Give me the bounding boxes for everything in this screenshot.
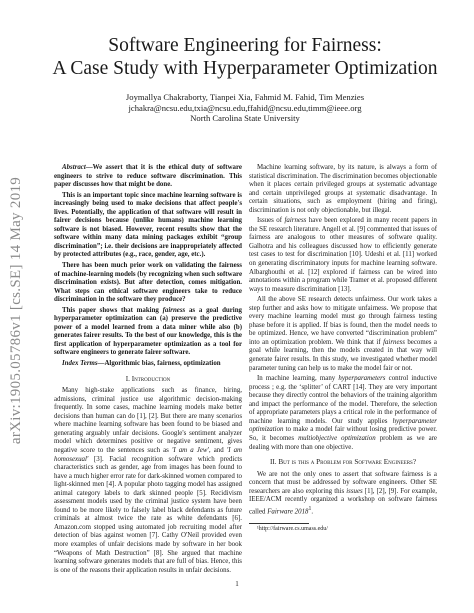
abstract	[54, 164, 242, 358]
body-emph: issues	[346, 487, 363, 495]
right-column	[249, 164, 437, 535]
abstract-emph: fairness	[162, 306, 186, 314]
body-text: problem as we are dealing with more than one objective.	[249, 434, 437, 451]
page-number: 1	[235, 580, 239, 588]
index-terms	[54, 360, 242, 369]
title-line-2: A Case Study with Hyperparameter Optimization	[52, 58, 438, 79]
section-heading-ii: II. But is this a Problem for Software Engineers?	[269, 458, 417, 467]
footnote-rule	[249, 523, 309, 524]
abstract-paragraph	[54, 307, 242, 358]
abstract-label: Abstract	[62, 164, 86, 171]
abstract-text: This paper shows that making	[62, 306, 163, 314]
body-text: We are not the only ones to assert that software fairness is a concern that must be addressed by software engineers. Other SE researchers are also exploring this	[249, 470, 437, 495]
author-block	[40, 92, 450, 124]
body-text: and	[210, 446, 227, 454]
body-emph: hyperparameter optimization	[249, 417, 437, 434]
body-emph: multiobjective optimization	[298, 434, 376, 442]
body-text: control inductive process ; e.g. the ‘splitter’ of CART [14]. They are very important because they directly control the behaviors of the training algorithm and impact the performance of the model. Therefore, the selection of appropriate parameters plays a critical role in the performance of machine learning models. Our study applies	[249, 375, 437, 425]
body-emph: hyperparameters	[338, 375, 386, 383]
footnote-marker: 1	[308, 505, 312, 512]
body-paragraph	[249, 375, 437, 452]
body-text: [3]. Facial recognition software which predicts characteristics such as gender, age from images has been found to have a much higher error rate for dark-skinned women compared to light-skinned men [4]. A popular photo tagging model has assigned animal category labels to dark skinned people [5]. Recidivism assessment models used by the criminal justice system have been found to be more likely to falsely label black defendants as future criminals at almost twice the rate as white defendants [6]. Amazon.com stopped using automated job recruiting model after detection of bias against women [7]. Cathy O'Neil provided even more examples of unfair decisions made by software in her book “Weapons of Math Destruction” [8]. She argued that machine learning software generates models that are full of bias. Hence, this is one of the reasons their application results in unfair decisions.	[54, 455, 242, 574]
body-text: to make a model fair without losing predictive power. So, it becomes	[249, 426, 437, 442]
body-text: Many high-stake applications such as finance, hiring, admissions, criminal justice use algorithmic decision-making frequently. In some cases, machine learning models make better decisions than human can do [1], [2]. But there are many scenarios where machine learning software has been found to be biased and generating arguably unfair decisions. Google's sentiment analyzer model which determines positive or negative sentiment, gives negative score to the sentences such as	[54, 387, 242, 454]
body-text: All the above SE research detects unfairness. Our work takes a step further and asks how to mitigate unfairness. We propose that every machine learning model must go through fairness testing phase before it is applied. If bias is found, then the model needs to be optimized. Hence, we have converted “discrimination problem” into an optimization problem. We think that if	[249, 296, 437, 346]
abstract-paragraph: This is an important topic since machine learning software is increasingly being used to make decisions that affect people's lives. Potentially, the application of that software will result in fairer decisions because (unlike humans) machine learning software is not biased. However, recent results show that the software within many data mining packages exhibit “group discrimination”; i.e. their decisions are inappropriately affected by protected attributes (e.g., race, gender, age, etc.).	[54, 191, 242, 259]
body-paragraph	[54, 387, 242, 575]
body-text: Issues of	[257, 217, 285, 225]
paper-header	[40, 34, 450, 124]
body-text: [1], [2], [9]. For example, IEEE/ACM recently organized a workshop on software fairness called	[249, 487, 437, 516]
author-names: Joymallya Chakraborty, Tianpei Xia, Fahmid M. Fahid, Tim Menzies	[125, 92, 365, 102]
body-emph: fairness	[284, 217, 307, 225]
body-paragraph	[249, 217, 437, 294]
arxiv-id: arXiv:1905.05786v1 [cs.SE] 14 May 2019	[8, 176, 25, 444]
arxiv-stamp	[4, 100, 30, 520]
quote-1: 'I am a Jew',	[171, 446, 211, 454]
abstract-paragraph	[54, 164, 242, 190]
body-paragraph: Machine learning software, by its nature, is always a form of statistical discrimination. The discrimination becomes objectionable when it places certain privileged groups at systematic advantage and certain unprivileged groups at systematic disadvantage. In certain situations, such as employment (hiring and firing), discrimination is not only objectionable, but illegal.	[249, 164, 437, 214]
index-terms-label: Index Terms	[62, 360, 98, 368]
quote-2: 'I am homosexual'	[54, 446, 242, 463]
body-paragraph	[249, 296, 437, 373]
footnote: ¹http://fairware.cs.umass.edu/	[257, 525, 328, 532]
author-emails: jchakra@ncsu.edu,txia@ncsu.edu,ffahid@ncsu.edu,timm@ieee.org	[128, 102, 362, 113]
body-text: In machine learning, many	[257, 375, 339, 383]
title-line-1: Software Engineering for Fairness:	[108, 35, 382, 56]
section-heading-introduction: I. Introduction	[125, 374, 171, 383]
body-paragraph	[249, 471, 437, 517]
index-terms-text: —Algorithmic bias, fairness, optimization	[97, 360, 221, 368]
body-emph: Fairware 2018	[267, 508, 309, 516]
abstract-paragraph: There has been much prior work on validating the fairness of machine-learning models (by recognizing when such software discrimination exists). But after detection, comes mitigation. What steps can ethical software engineers take to reduce discrimination in the software they produce?	[54, 262, 242, 304]
left-column	[54, 164, 242, 577]
abstract-text: —We assert that it is the ethical duty of software engineers to strive to reduce software discrimination. This paper discusses how that might be done.	[54, 164, 242, 189]
paper-title	[40, 34, 450, 80]
abstract-text: as a goal during hyperparameter optimization can (a) preserve the predictive power of a model learned from a data miner while also (b) generates fairer results. To the best of our knowledge, this is the first application of hyperparameter optimization as a tool for software engineers to generate fairer software.	[54, 306, 242, 357]
body-text: .	[311, 508, 314, 516]
author-affiliation: North Carolina State University	[190, 113, 300, 123]
body-text: becomes a goal while learning, then the models created in that way will generate fairer results. In this study, we investigated whether model parameter tuning can help us to make the model fair or not.	[249, 338, 437, 372]
body-text: have been explored in many recent papers in the SE research literature. Angell et al. [9] commented that issues of fairness are analogous to other measures of software quality. Galhotra and his colleagues discussed how to efficiently generate test cases to test for discrimination [10]. Udeshi et al. [11] worked on generating discriminatory inputs for machine learning software. Albarghouthi et al. [12] explored if fairness can be wired into annotations within a program while Tramer et al. proposed different ways to measure discrimination [13].	[249, 217, 438, 293]
body-emph: fairness	[383, 338, 405, 346]
